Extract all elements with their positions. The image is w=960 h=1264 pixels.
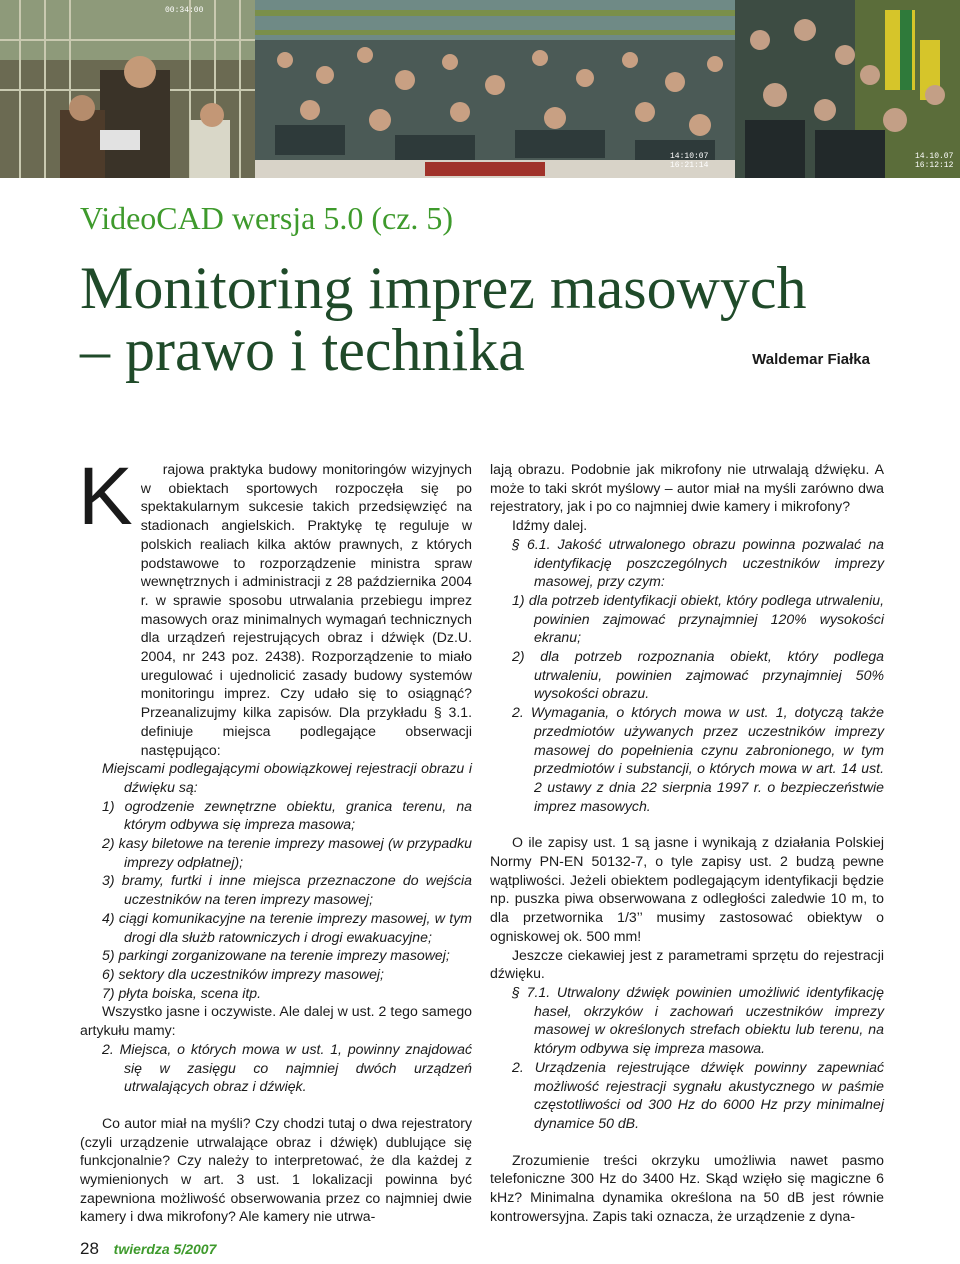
title-line-2: – prawo i technika	[80, 317, 525, 383]
header-photo-strip	[0, 0, 960, 178]
quoted-paragraph: Miejscami podlegającymi obowiązkowej rejestracji obrazu i dźwięku są:	[102, 760, 472, 795]
quoted-paragraph: 2) kasy biletowe na terenie imprezy masowej (w przypadku imprezy odpłatnej);	[102, 835, 472, 870]
photo-timestamp: 14.10.07 16:12:12	[915, 152, 954, 170]
quoted-paragraph: 3) bramy, furtki i inne miejsca przeznaczone do wejścia uczestników na teren imprezy masowej;	[102, 872, 472, 908]
quoted-paragraph: 2. Wymagania, o których mowa w ust. 1, dotyczą także przedmiotów używanych przez uczestników imprezy masowej do popełnienia czynu zabronionego, w tym przedmiotów i substancji, o których mowa w art. 14 ust. 2 ustawy z dnia 22 sierpnia 1997 r. o bezpieczeństwie imprez masowych.	[512, 704, 884, 814]
stand-crowd-illustration	[255, 0, 735, 178]
quoted-paragraph: § 7.1. Utrwalony dźwięk powinien umożliwić identyfikację haseł, okrzyków i zachowań uczestników imprezy masowej w określonych strefach obiektu lub terenu, na którym odbywa się impreza masowa.	[512, 983, 884, 1057]
paragraph: Co autor miał na myśli? Czy chodzi tutaj o dwa rejestratory (czyli urządzenie utrwalające obraz i dźwięk) dublujące się funkcjonalnie? Czy należy to interpretować, że dla każdej z wymienionych w art. 3 ust. 1 lokalizacji powinna być zapewniona możliwość obserwowania przez co najmniej dwie kamery i dwa mikrofony? Ale kamery nie utrwa-	[80, 1114, 472, 1225]
paragraph: Zrozumienie treści okrzyku umożliwia nawet pasmo telefoniczne 300 Hz do 3400 Hz. Skąd wzięło się magiczne 6 kHz? Minimalna dynamika określona na 50 dB jest równie kontrowersyjna. Zapis taki oznacza, że urządzenie z dyna-	[490, 1151, 884, 1224]
author-name: Waldemar Fiałka	[752, 351, 870, 368]
paragraph-gap	[490, 1133, 884, 1151]
quoted-paragraph: 7) płyta boiska, scena itp.	[102, 984, 262, 1001]
page-number: 28	[80, 1239, 99, 1258]
paragraph: lają obrazu. Podobnie jak mikrofony nie utrwalają dźwięku. A może to taki skrót myślowy – autor miał na myśli zarówno dwa rejestratory, jak i po co najmniej dwie kamery i mikrofony?	[490, 461, 884, 515]
quoted-paragraph: 2. Urządzenia rejestrujące dźwięk powinny zapewniać możliwość rejestracji sygnału akustycznego w paśmie częstotliwości od 300 Hz do 6000 Hz przy minimalnej dynamice 50 dB.	[512, 1058, 884, 1131]
title-line-1: Monitoring imprez masowych	[80, 255, 807, 321]
photo-timestamp: 14:10:07 16:21:14	[670, 152, 709, 170]
photo-timestamp: 00:34:00	[165, 6, 204, 15]
stand-crowd-photo	[255, 0, 735, 178]
quoted-paragraph: 1) ogrodzenie zewnętrzne obiektu, granica terenu, na którym odbywa się impreza masowa;	[102, 797, 472, 833]
paragraph: Wszystko jasne i oczywiste. Ale dalej w ust. 2 tego samego artykułu mamy:	[80, 1003, 472, 1039]
quoted-paragraph: 1) dla potrzeb identyfikacji obiekt, który podlega utrwaleniu, powinien zajmować przynajmniej 120% wysokości ekranu;	[512, 591, 884, 646]
gate-scene-illustration	[0, 0, 255, 178]
quoted-paragraph: 2. Miejsca, o których mowa w ust. 1, powinny znajdować się w zasięgu co najmniej dwóch urządzeń utrwalających obraz i dźwięk.	[102, 1040, 472, 1095]
paragraph: Idźmy dalej.	[512, 517, 588, 534]
gate-surveillance-photo	[0, 0, 255, 178]
quoted-paragraph: 4) ciągi komunikacyjne na terenie imprezy masowej, w tym drogi dla służb ratowniczych i drogi ewakuacyjne;	[102, 909, 472, 945]
paragraph-gap	[490, 815, 884, 833]
paragraph: Jeszcze ciekawiej jest z parametrami sprzętu do rejestracji dźwięku.	[490, 946, 884, 982]
quoted-paragraph: § 6.1. Jakość utrwalonego obrazu powinna pozwalać na identyfikację poszczególnych uczestników imprezy masowej, przy czym:	[512, 535, 884, 590]
article-title	[80, 255, 807, 383]
series-heading: VideoCAD wersja 5.0 (cz. 5)	[80, 200, 454, 236]
drop-cap: K	[78, 451, 133, 542]
magazine-name: twierdza 5/2007	[113, 1241, 217, 1257]
fans-crowd-photo	[735, 0, 960, 178]
paragraph-gap	[80, 1096, 472, 1114]
quoted-paragraph: 6) sektory dla uczestników imprezy masowej;	[102, 965, 384, 982]
quoted-paragraph: 5) parkingi zorganizowane na terenie imprezy masowej;	[102, 947, 450, 964]
right-column	[490, 460, 884, 1225]
left-column	[78, 451, 472, 1226]
paragraph: O ile zapisy ust. 1 są jasne i wynikają z działania Polskiej Normy PN-EN 50132-7, o tyle zapisy ust. 2 budzą pewne wątpliwości. Jeżeli obiektem podlegającym identyfikacji będzie np. puszka piwa obserwowana z odległości zaledwie 10 m, to dla przetwornika 1/3’’ musimy zastosować obiektyw o ogniskowej ok. 500 mm!	[490, 834, 884, 944]
paragraph: rajowa praktyka budowy monitoringów wizyjnych w obiektach sportowych rozpoczęła się po spektakularnym sukcesie takich przedsięwzięć na stadionach angielskich. Praktykę tę reguluje w polskich realiach kilka aktów prawnych, z których podstawowe to rozporządzenie ministra spraw wewnętrznych i administracji z 28 października 2004 r. w sprawie sposobu utrwalania przebiegu imprez masowych oraz minimalnych wymagań technicznych dla urządzeń rejestrujących obraz i dźwięk (Dz.U. 2004, nr 243 poz. 2438). Rozporządzenie to miało uregulować i ujednolicić zasady budowy systemów monitoringu imprez. Czy udało się to osiągnąć? Przeanalizujmy kilka zapisów. Dla przykładu § 3.1. definiuje miejsca podlegające obserwacji następująco:	[140, 461, 472, 758]
page-footer	[80, 1239, 216, 1259]
quoted-paragraph: 2) dla potrzeb rozpoznania obiekt, który podlega utrwaleniu, powinien zajmować przynajmniej 50% wysokości obrazu.	[512, 648, 884, 702]
